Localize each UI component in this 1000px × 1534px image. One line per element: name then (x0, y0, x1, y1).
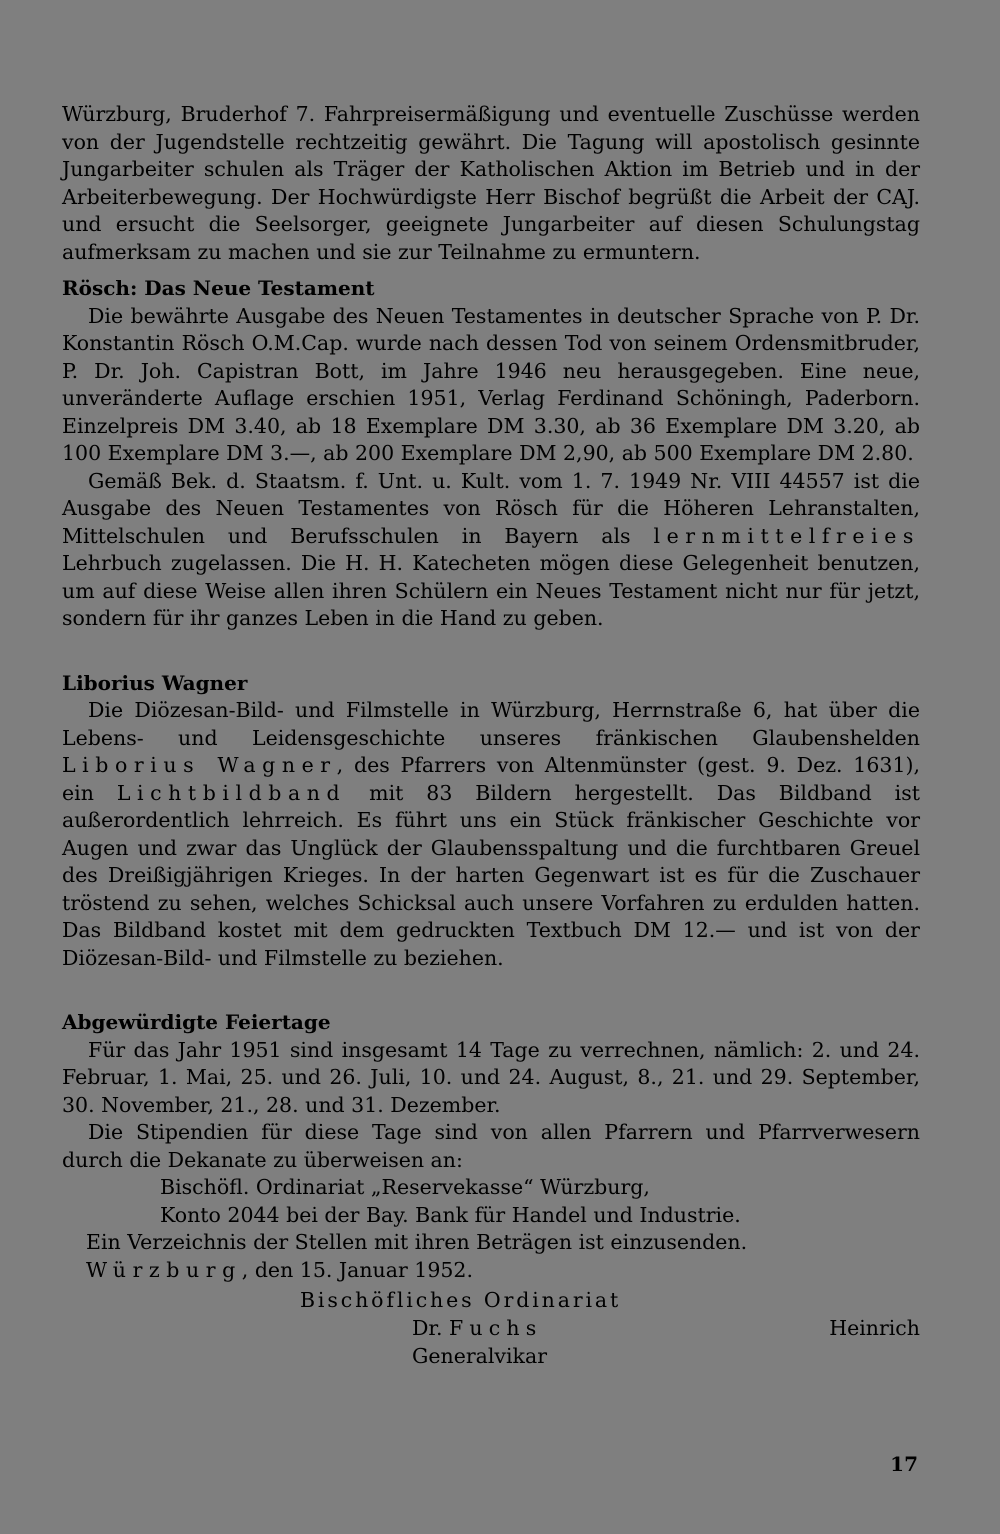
roesch-paragraph-2 (62, 468, 920, 633)
wagner-p-after: mit 83 Bildern hergestellt. Das Bildband ist außerordentlich lehrreich. Es führt uns ein Stück fränkischer Geschichte vor Augen und zwar das Unglück der Glaubensspaltung und die furchtbaren Greuel des Dreißigjährigen Krieges. In der harten Gegenwart ist es für die Zuschauer tröstend zu sehen, welches Schicksal auch unsere Vorfahren zu erdulden hatten. Das Bildband kostet mit dem gedruckten Textbuch DM 12.— und ist von der Diözesan-Bild- und Filmstelle zu beziehen. (62, 780, 920, 970)
bank-address-line-1: Bischöfl. Ordinariat „Reservekasse“ Würzburg, (160, 1175, 650, 1199)
wagner-p-before: Die Diözesan-Bild- und Filmstelle in Würzburg, Herrnstraße 6, hat über die Lebens- und Leidensgeschichte unseres fränkischen Glaubenshelden (62, 698, 920, 750)
signature-organization: Bischöfliches Ordinariat (300, 1288, 622, 1312)
page-number: 17 (890, 1452, 918, 1476)
section-heading-roesch: Rösch: Das Neue Testament (62, 276, 375, 300)
feiertage-paragraph-1: Für das Jahr 1951 sind insgesamt 14 Tage zu verrechnen, nämlich: 2. und 24. Februar, 1. Mai, 25. und 26. Juli, 10. und 24. August, 8., 21. und 29. September, 30. November, 21., 28. und 31. Dezember. (62, 1037, 920, 1117)
date-rest: , den 15. Januar 1952. (241, 1257, 473, 1282)
text-column (62, 101, 920, 1370)
roesch-p2-spaced: lernmittelfreies (653, 523, 920, 548)
signature-name-prefix: Dr. (412, 1315, 443, 1340)
signature-right-name: Heinrich (829, 1315, 920, 1340)
feiertage-paragraph-2: Die Stipendien für diese Tage sind von allen Pfarrern und Pfarrverwesern durch die Dekanate zu überweisen an: (62, 1120, 920, 1172)
feiertage-paragraph-3: Ein Verzeichnis der Stellen mit ihren Beträgen ist einzusenden. (86, 1230, 748, 1254)
signature-name (412, 1315, 542, 1343)
wagner-p-spaced-name: Liborius Wagner (62, 753, 337, 777)
roesch-p2-before: Gemäß Bek. d. Staatsm. f. Unt. u. Kult. vom 1. 7. 1949 Nr. VIII 44557 ist die Ausgabe des Neuen Testamentes von Rösch für die Höheren Lehranstalten, Mittelschulen und Berufsschulen in Bayern als (62, 468, 920, 548)
bank-address-line-2: Konto 2044 bei der Bay. Bank für Handel und Industrie. (160, 1202, 741, 1227)
section-heading-wagner: Liborius Wagner (62, 670, 248, 695)
signature-surname: Fuchs (449, 1315, 543, 1340)
wagner-p-spaced-lichtbildband: Lichtbildband (116, 780, 347, 805)
roesch-paragraph-1: Die bewährte Ausgabe des Neuen Testamentes in deutscher Sprache von P. Dr. Konstantin Rösch O.M.Cap. wurde nach dessen Tod von seinem Ordensmitbruder, P. Dr. Joh. Capistran Bott, im Jahre 1946 neu herausgegeben. Eine neue, unveränderte Auflage erschien 1951, Verlag Ferdinand Schöningh, Paderborn. Einzelpreis DM 3.40, ab 18 Exemplare DM 3.30, ab 36 Exemplare DM 3.20, ab 100 Exemplare DM 3.—, ab 200 Exemplare DM 2,90, ab 500 Exemplare DM 2.80. (62, 303, 920, 465)
signature-row (62, 1315, 920, 1343)
signature-title: Generalvikar (412, 1343, 548, 1368)
date-line (62, 1257, 920, 1285)
wagner-paragraph (62, 697, 920, 972)
date-place: Würzburg (86, 1257, 242, 1282)
intro-paragraph: Würzburg, Bruderhof 7. Fahrpreisermäßigung und eventuelle Zuschüsse werden von der Jugendstelle rechtzeitig gewährt. Die Tagung will apostolisch gesinnte Jungarbeiter schulen als Träger der Katholischen Aktion im Betrieb und in der Arbeiterbewegung. Der Hochwürdigste Herr Bischof begrüßt die Arbeit der CAJ. und ersucht die Seelsorger, geeignete Jungarbeiter auf diesen Schulungstag aufmerksam zu machen und sie zur Teilnahme zu ermuntern. (62, 102, 920, 264)
roesch-p2-after: Lehrbuch zugelassen. Die H. H. Katecheten mögen diese Gelegenheit benutzen, um auf diese Weise allen ihren Schülern ein Neues Testament nicht nur für jetzt, sondern für ihr ganzes Leben in die Hand zu geben. (62, 551, 920, 630)
wagner-p-mid: , des Pfarrers von Altenmünster (gest. 9. Dez. 1631), ein (62, 753, 920, 805)
section-heading-feiertage: Abgewürdigte Feiertage (62, 1010, 331, 1034)
